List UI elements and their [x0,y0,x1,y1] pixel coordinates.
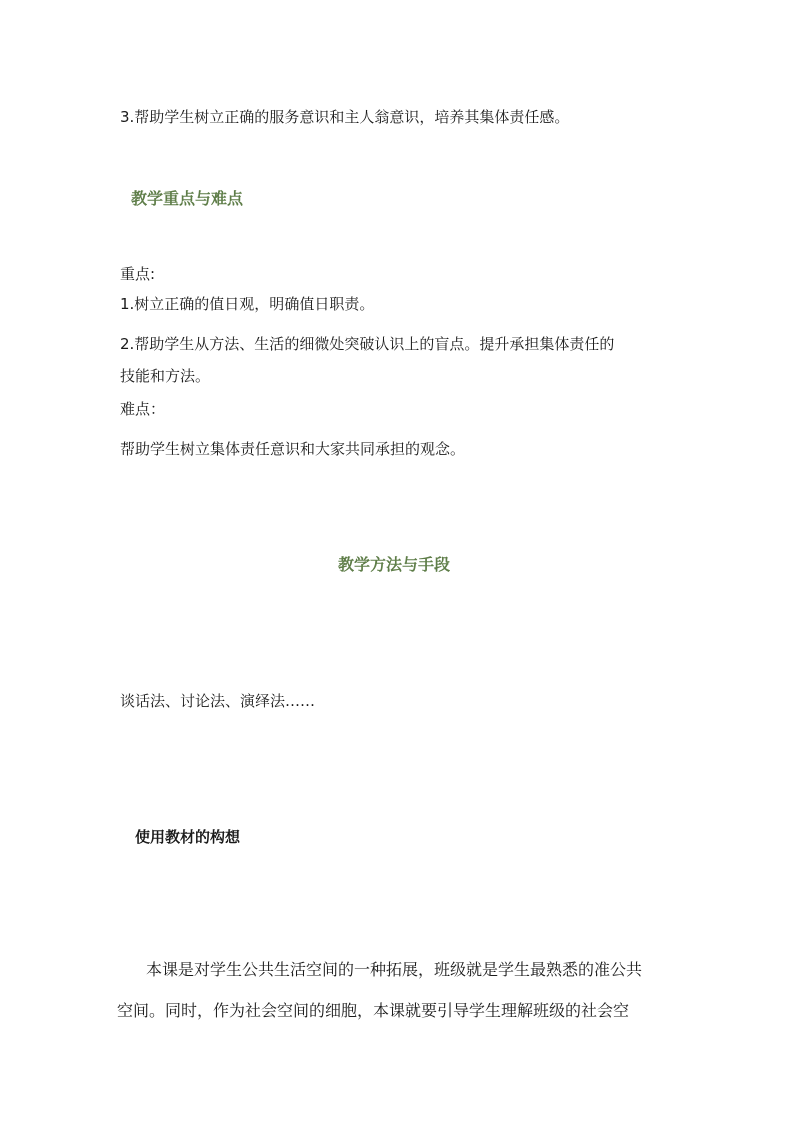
objective-3: 3.帮助学生树立正确的服务意识和主人翁意识，培养其集体责任感。 [120,108,570,126]
heading-teaching-methods: 教学方法与手段 [338,555,451,574]
key-point-2-line-1: 2.帮助学生从方法、生活的细微处突破认识上的盲点。提升承担集体责任的 [120,335,615,353]
key-point-1: 1.树立正确的值日观，明确值日职责。 [120,295,375,313]
teaching-methods-text: 谈话法、讨论法、演绎法…… [120,692,316,710]
textbook-paragraph-line-2: 空间。同时，作为社会空间的细胞，本课就要引导学生理解班级的社会空 [117,1001,630,1020]
heading-key-points: 教学重点与难点 [131,189,244,208]
key-point-2-line-2: 技能和方法。 [120,367,211,385]
difficulty-label: 难点： [120,400,166,418]
textbook-paragraph-line-1: 本课是对学生公共生活空间的一种拓展，班级就是学生最熟悉的准公共 [146,960,643,979]
key-points-label: 重点: [120,265,156,283]
heading-textbook-concept: 使用教材的构想 [135,828,241,846]
difficulty-text: 帮助学生树立集体责任意识和大家共同承担的观念。 [120,440,466,458]
